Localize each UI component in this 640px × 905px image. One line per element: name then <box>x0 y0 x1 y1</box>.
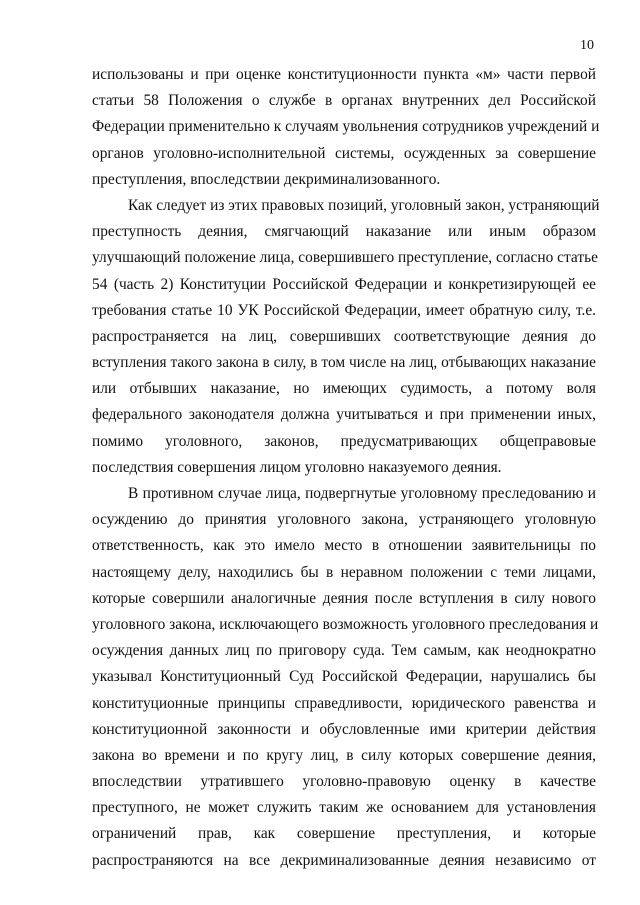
text-line: последствия совершения лицом уголовно наказуемого деяния. <box>92 458 502 476</box>
text-line: распространяются на все декриминализованные деяния независимо от <box>92 851 596 869</box>
page-number: 10 <box>580 38 594 53</box>
text-line: указывал Конституционный Суд Российской Федерации, нарушались бы <box>92 668 596 686</box>
text-line: осуждения данных лиц по приговору суда. Тем самым, как неоднократно <box>92 642 596 660</box>
text-line: уголовного закона, исключающего возможность уголовного преследования и <box>92 615 599 633</box>
text-line: В противном случае лица, подвергнутые уголовному преследованию и <box>128 485 596 502</box>
text-line: или отбывших наказание, но имеющих судимость, а потому воля <box>92 380 596 398</box>
text-line: федерального законодателя должна учитываться и при применении иных, <box>92 406 596 424</box>
paragraph <box>92 193 600 481</box>
text-line: распространяется на лиц, совершивших соответствующие деяния до <box>92 327 596 345</box>
paragraph <box>92 62 600 193</box>
text-line: ответственность, как это имело место в отношении заявительницы по <box>92 537 596 555</box>
text-line: настоящему делу, находились бы в неравном положении с теми лицами, <box>92 563 596 581</box>
text-line: органов уголовно-исполнительной системы, осужденных за совершение <box>92 144 596 162</box>
text-line: преступность деяния, смягчающий наказание или иным образом <box>92 223 596 241</box>
text-line: вступления такого закона в силу, в том числе на лиц, отбывающих наказание <box>92 354 596 372</box>
text-line: закона во времени и по кругу лиц, в силу которых совершение деяния, <box>92 746 596 764</box>
document-body <box>92 62 600 874</box>
text-line: использованы и при оценке конституционности пункта «м» части первой <box>92 66 596 83</box>
text-line: улучшающий положение лица, совершившего преступление, согласно статье <box>92 249 598 267</box>
text-line: требования статье 10 УК Российской Федерации, имеет обратную силу, т.е. <box>92 301 596 319</box>
text-line: помимо уголовного, законов, предусматривающих общеправовые <box>92 432 596 450</box>
text-line: конституционные принципы справедливости, юридического равенства и <box>92 694 596 712</box>
text-line: которые совершили аналогичные деяния после вступления в силу нового <box>92 589 596 607</box>
text-line: конституционной законности и обусловленные ими критерии действия <box>92 720 596 738</box>
text-line: Федерации применительно к случаям увольнения сотрудников учреждений и <box>92 118 600 136</box>
paragraph <box>92 481 599 874</box>
text-line: преступного, не может служить таким же основанием для установления <box>92 799 596 817</box>
text-line: впоследствии утратившего уголовно-правовую оценку в качестве <box>92 773 596 791</box>
text-line: ограничений прав, как совершение преступления, и которые <box>92 825 596 843</box>
text-line: статьи 58 Положения о службе в органах внутренних дел Российской <box>92 92 596 110</box>
text-line: 54 (часть 2) Конституции Российской Федерации и конкретизирующей ее <box>92 275 596 293</box>
text-line: осуждению до принятия уголовного закона, устраняющего уголовную <box>92 511 596 529</box>
text-line: преступления, впоследствии декриминализованного. <box>92 170 441 188</box>
text-line: Как следует из этих правовых позиций, уголовный закон, устраняющий <box>128 196 600 214</box>
